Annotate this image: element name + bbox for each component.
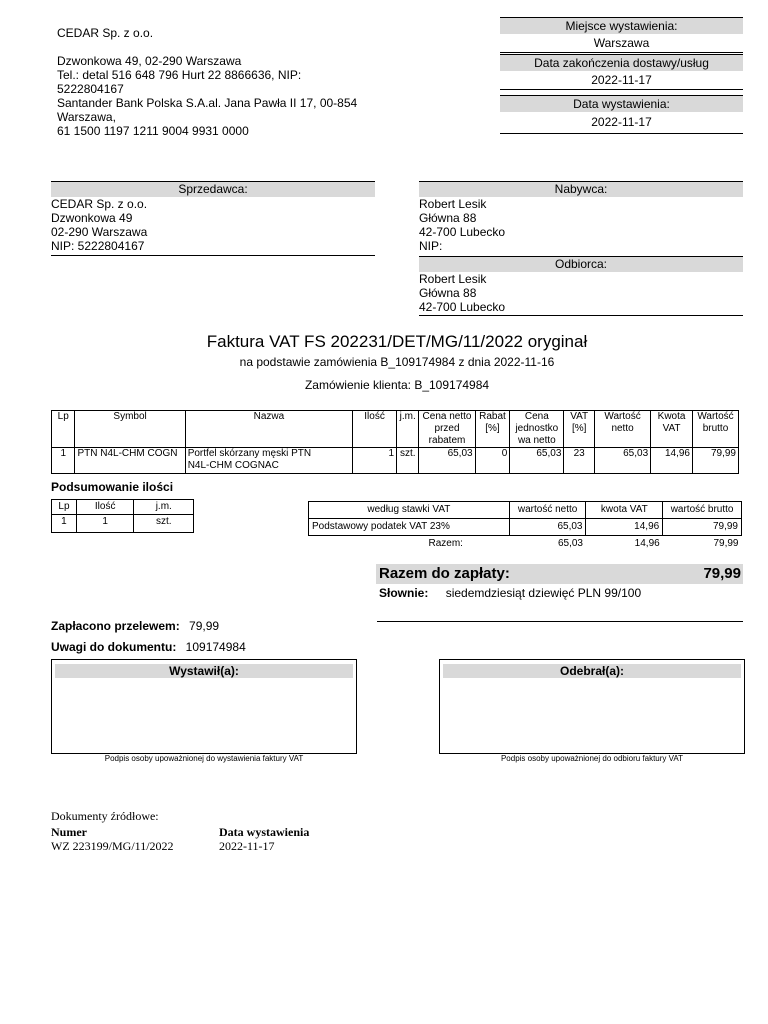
- qty-unit: szt.: [134, 515, 194, 533]
- vat-total-label: Razem:: [428, 538, 463, 549]
- item-unit-price: 65,03: [510, 448, 564, 474]
- qty-summary-title: Podsumowanie ilości: [51, 480, 174, 494]
- col-name: Nazwa: [185, 411, 352, 448]
- item-net-value: 65,03: [595, 448, 651, 474]
- divider-line: [377, 621, 743, 622]
- vat-rate: Podstawowy podatek VAT 23%: [309, 519, 510, 536]
- source-doc-date: 2022-11-17: [219, 839, 275, 853]
- col-discount: Rabat [%]: [475, 411, 510, 448]
- paid-label: Zapłacono przelewem:: [51, 619, 180, 633]
- delivery-value: 2022-11-17: [500, 71, 743, 90]
- paid-info: [51, 619, 219, 633]
- recipient-street: Główna 88: [419, 286, 477, 300]
- words-label: Słownie:: [379, 586, 429, 600]
- vat-gross: 79,99: [663, 519, 742, 536]
- buyer-street: Główna 88: [419, 211, 477, 225]
- items-table: [51, 410, 739, 474]
- item-symbol: PTN N4L-CHM COGN: [75, 448, 185, 474]
- col-lp: Lp: [52, 411, 75, 448]
- col-symbol: Symbol: [75, 411, 185, 448]
- qty-col-unit: j.m.: [134, 500, 194, 515]
- seller-city: 02-290 Warszawa: [51, 225, 148, 239]
- company-nip: 5222804167: [57, 82, 124, 96]
- recipient-label: Odbiorca:: [419, 256, 743, 272]
- vat-col-gross: wartość brutto: [663, 502, 742, 519]
- vat-summary-table: [308, 501, 742, 552]
- source-doc-number: WZ 223199/MG/11/2022: [51, 839, 174, 853]
- qty-summary-table: [51, 499, 194, 533]
- invoice-subtitle: na podstawie zamówienia B_109174984 z dnia 2022-11-16: [239, 355, 555, 369]
- company-header: [57, 26, 357, 138]
- col-net-price: Cena netto przed rabatem: [419, 411, 475, 448]
- notes-info: [51, 640, 246, 654]
- buyer-label: Nabywca:: [419, 181, 743, 197]
- buyer-city: 42-700 Lubecko: [419, 225, 506, 239]
- qty-lp: 1: [52, 515, 77, 533]
- buyer-nip: NIP:: [419, 239, 443, 253]
- delivery-label: Data zakończenia dostawy/usług: [500, 54, 743, 71]
- issue-value: 2022-11-17: [500, 112, 743, 134]
- paid-value: 79,99: [189, 619, 220, 633]
- words-value: siedemdziesiąt dziewięć PLN 99/100: [445, 586, 642, 600]
- col-qty: Ilość: [353, 411, 397, 448]
- total-to-pay-bar: [376, 564, 743, 584]
- qty-col-lp: Lp: [52, 500, 77, 515]
- place-label: Miejsce wystawienia:: [500, 17, 743, 34]
- company-name: CEDAR Sp. z o.o.: [57, 26, 154, 40]
- meta-place: [500, 17, 743, 53]
- col-vat-amount: Kwota VAT: [651, 411, 693, 448]
- vat-total-vat: 14,96: [634, 538, 660, 549]
- invoice-title: Faktura VAT FS 202231/DET/MG/11/2022 oryginał: [206, 332, 588, 351]
- items-header-row: [52, 411, 739, 448]
- total-label: Razem do zapłaty:: [379, 565, 510, 582]
- col-unit: j.m.: [397, 411, 419, 448]
- seller-label: Sprzedawca:: [51, 181, 375, 197]
- vat-total-net: 65,03: [557, 538, 583, 549]
- recipient-box: [419, 256, 743, 316]
- item-net-price: 65,03: [419, 448, 475, 474]
- buyer-name: Robert Lesik: [419, 197, 487, 211]
- table-row: [52, 448, 739, 474]
- vat-net: 65,03: [509, 519, 586, 536]
- notes-value: 109174984: [185, 640, 246, 654]
- qty-value: 1: [76, 515, 134, 533]
- table-row: [309, 519, 742, 536]
- issuer-caption: Podpis osoby upoważnionej do wystawienia faktury VAT: [104, 754, 304, 763]
- item-unit: szt.: [397, 448, 419, 474]
- recipient-city: 42-700 Lubecko: [419, 300, 506, 314]
- vat-total-row: [309, 536, 742, 553]
- col-gross-value: Wartość brutto: [692, 411, 738, 448]
- source-docs-col-number: Numer: [51, 825, 87, 839]
- item-name: Portfel skórzany męski PTN N4L-CHM COGNAC: [185, 448, 352, 474]
- item-qty: 1: [353, 448, 397, 474]
- place-value: Warszawa: [500, 34, 743, 53]
- vat-col-rate: według stawki VAT: [309, 502, 510, 519]
- receiver-caption: Podpis osoby upoważnionej do odbioru faktury VAT: [500, 754, 684, 763]
- vat-col-vat: kwota VAT: [586, 502, 663, 519]
- client-order: Zamówienie klienta: B_109174984: [304, 378, 490, 392]
- col-net-value: Wartość netto: [595, 411, 651, 448]
- company-phone: Tel.: detal 516 648 796 Hurt 22 8866636, NIP:: [57, 68, 302, 82]
- seller-name: CEDAR Sp. z o.o.: [51, 197, 148, 211]
- company-bank: Santander Bank Polska S.A.al. Jana Pawła II 17, 00-854: [57, 96, 358, 110]
- buyer-box: [419, 181, 743, 253]
- item-discount: 0: [475, 448, 510, 474]
- total-value: 79,99: [703, 565, 741, 582]
- company-address: Dzwonkowa 49, 02-290 Warszawa: [57, 54, 242, 68]
- seller-street: Dzwonkowa 49: [51, 211, 133, 225]
- issue-label: Data wystawienia:: [500, 95, 743, 112]
- source-docs-title: Dokumenty źródłowe:: [51, 809, 159, 823]
- issuer-signature-box: [51, 659, 357, 754]
- item-vat-amount: 14,96: [651, 448, 693, 474]
- item-vat: 23: [564, 448, 595, 474]
- vat-amount: 14,96: [586, 519, 663, 536]
- company-account: 61 1500 1197 1211 9004 9931 0000: [57, 124, 249, 138]
- col-vat: VAT [%]: [564, 411, 595, 448]
- vat-col-net: wartość netto: [509, 502, 586, 519]
- receiver-label: Odebrał(a):: [443, 664, 741, 678]
- receiver-signature-box: [439, 659, 745, 754]
- notes-label: Uwagi do dokumentu:: [51, 640, 177, 654]
- seller-box: [51, 181, 375, 256]
- qty-col-qty: Ilość: [76, 500, 134, 515]
- col-unit-price: Cena jednostko wa netto: [510, 411, 564, 448]
- amount-in-words: [379, 586, 641, 600]
- issuer-label: Wystawił(a):: [55, 664, 353, 678]
- table-row: [52, 515, 194, 533]
- recipient-name: Robert Lesik: [419, 272, 487, 286]
- item-gross-value: 79,99: [692, 448, 738, 474]
- company-bank-city: Warszawa,: [57, 110, 116, 124]
- meta-issue: [500, 95, 743, 134]
- item-lp: 1: [52, 448, 75, 474]
- meta-delivery: [500, 54, 743, 90]
- vat-total-gross: 79,99: [713, 538, 739, 549]
- source-docs-col-date: Data wystawienia: [219, 825, 310, 839]
- seller-nip: NIP: 5222804167: [51, 239, 145, 253]
